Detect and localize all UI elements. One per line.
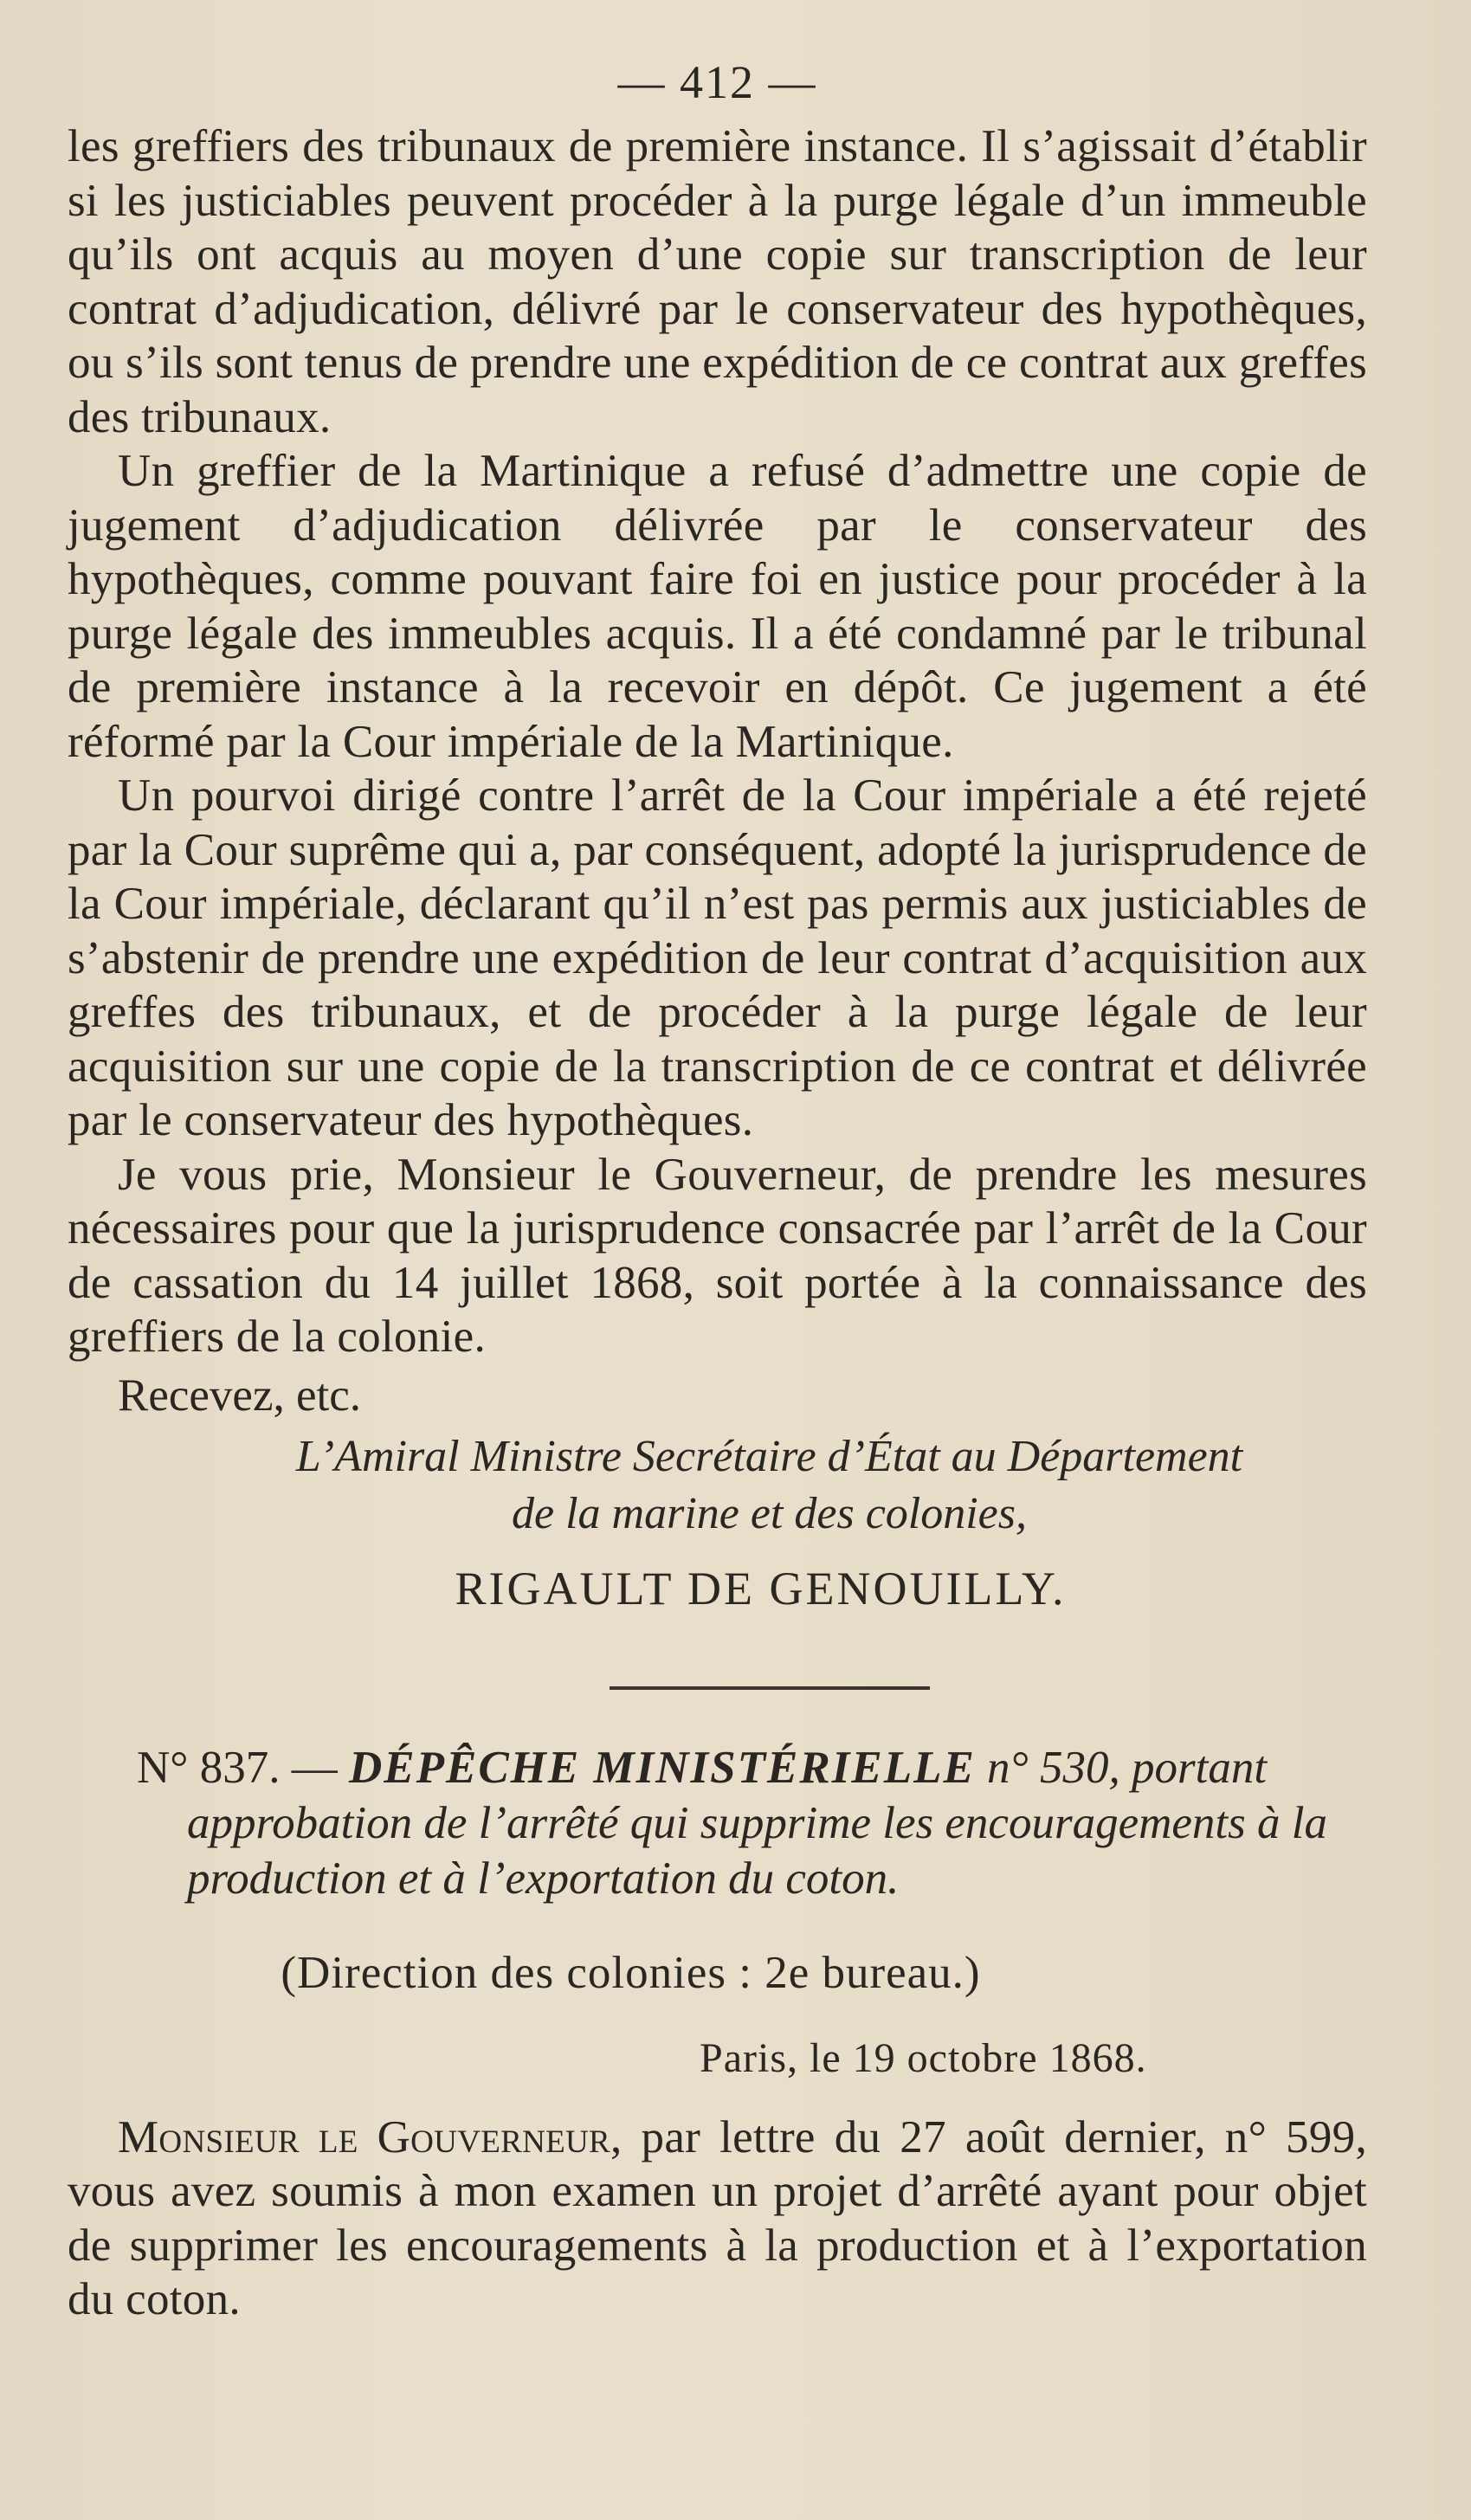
dateline: Paris, le 19 octobre 1868.: [700, 2034, 1147, 2081]
letter-opening: [68, 2111, 1367, 2327]
section-divider: [610, 1686, 930, 1690]
paragraph-1: les greffiers des tribunaux de première instance. Il s’agissait d’établir si les justiciables peuvent procéder à la purge légale d’un immeuble qu’ils ont acquis au moyen d’une copie sur transcription de leur contrat d’adjudication, délivré par le conservateur des hypothèques, ou s’ils sont tenus de prendre une expédition de ce contrat aux greffes des tribunaux.: [68, 121, 1367, 442]
paragraph-4: Je vous prie, Monsieur le Gouverneur, de prendre les mesures nécessaires pour que la jurisprudence consacrée par l’arrêt de la Cour de cassation du 14 juillet 1868, soit portée à la connaissance des greffiers de la colonie.: [68, 1149, 1367, 1362]
entry-description: portant approbation de l’arrêté qui supprime les encouragements à la production et à l’exportation du coton.: [187, 1742, 1327, 1904]
entry-header: [68, 1740, 1367, 1906]
signature-title-line-2: de la marine et des colonies,: [512, 1488, 1027, 1538]
letter-body: par lettre du 27 août dernier, n° 599, vous avez soumis à mon examen un projet d’arrêté ayant pour objet de supprimer les encouragements à la production et à l’exportation du coton.: [68, 2111, 1367, 2324]
direction-line: (Direction des colonies : 2e bureau.): [281, 1947, 981, 1998]
paragraph-2: Un greffier de la Martinique a refusé d’admettre une copie de jugement d’adjudication délivrée par le conservateur des hypothèques, comme pouvant faire foi en justice pour procéder à la purge légale des immeubles acquis. Il a été condamné par le tribunal de première instance à la recevoir en dépôt. Ce jugement a été réformé par la Cour impériale de la Martinique.: [68, 446, 1367, 767]
page-number: — 412 —: [617, 56, 817, 108]
signature-title-line-1: L’Amiral Ministre Secrétaire d’État au Département: [295, 1431, 1243, 1481]
entry-title: DÉPÊCHE MINISTÉRIELLE: [348, 1742, 976, 1793]
entry-number: N° 837. —: [137, 1742, 338, 1793]
paragraph-3: Un pourvoi dirigé contre l’arrêt de la Cour impériale a été rejeté par la Cour suprême qui a, par conséquent, adopté la jurisprudence de la Cour impériale, déclarant qu’il n’est pas permis aux justiciables de s’abstenir de prendre une expédition de leur contrat d’acquisition aux greffes des tribunaux, et de procéder à la purge légale de leur acquisition sur une copie de la transcription de ce contrat et délivrée par le conservateur des hypothèques.: [68, 770, 1367, 1145]
letter-salutation: Monsieur le Gouverneur,: [118, 2111, 623, 2162]
signature-title: [68, 1428, 1367, 1543]
entry-title-number: n° 530,: [987, 1742, 1120, 1793]
signature-name: RIGAULT DE GENOUILLY.: [455, 1562, 1067, 1614]
closing-formula: Recevez, etc.: [118, 1370, 361, 1421]
